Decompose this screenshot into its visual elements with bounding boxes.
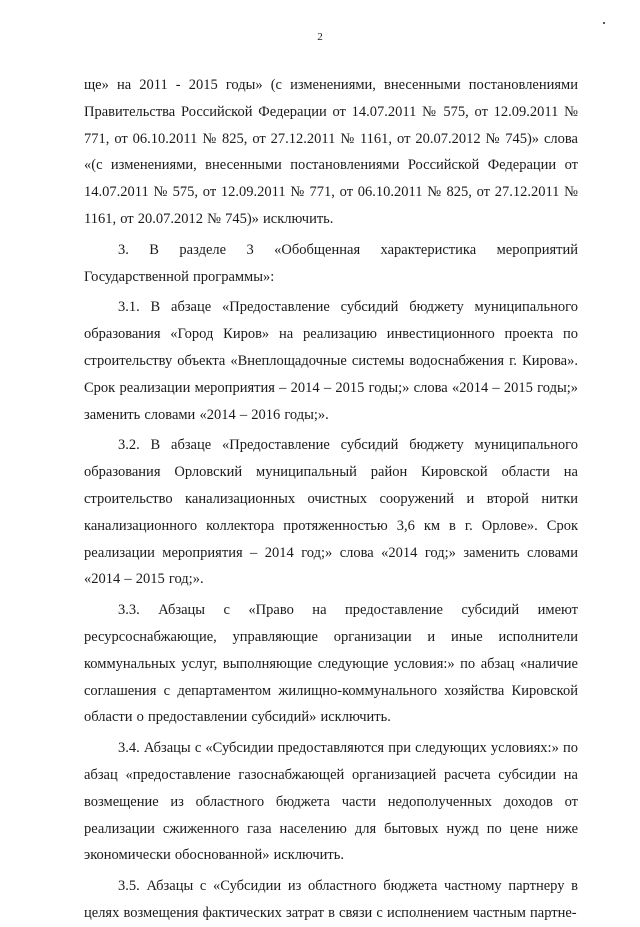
paragraph-continuation: ще» на 2011 - 2015 годы» (с изменениями, внесенными постановлениями Правительства Российской Федерации от 14.07.2011 № 575, от 12.09.2011 № 771, от 06.10.2011 № 825, от 27.12.2011 № 1161, от 20.07.2012 № 745)» слова «(с изменениями, внесенными постановлениями Российской Федерации от 14.07.2011 № 575, от 12.09.2011 № 771, от 06.10.2011 № 825, от 27.12.2011 № 1161, от 20.07.2012 № 745)» исключить. bbox=[84, 77, 578, 227]
paragraph-3-3: 3.3. Абзацы с «Право на предоставление субсидий имеют ресурсоснабжающие, управляющие организации и иные исполнители коммунальных услуг, выполняющие следующие условия:» по абзац «наличие соглашения с департаментом жилищно-коммунального хозяйства Кировской области о предоставлении субсидий» исключить. bbox=[84, 602, 578, 726]
paragraph-3-4: 3.4. Абзацы с «Субсидии предоставляются при следующих условиях:» по абзац «предоставление газоснабжающей организацией расчета субсидии на возмещение из областного бюджета части недополученных доходов от реализации сжиженного газа населению для бытовых нужд по цене ниже экономически обоснованной» исключить. bbox=[84, 740, 578, 864]
paragraph-3-5: 3.5. Абзацы с «Субсидии из областного бюджета частному партнеру в целях возмещения фактических затрат в связи с исполнением частным партне- bbox=[84, 878, 578, 921]
paragraph-3-2: 3.2. В абзаце «Предоставление субсидий бюджету муниципального образования Орловский муниципальный район Кировской области на строительство канализационных очистных сооружений и второй нитки канализационного коллектора протяженностью 3,6 км в г. Орлове». Срок реализации мероприятия – 2014 год;» слова «2014 год;» заменить словами «2014 – 2015 год;». bbox=[84, 437, 578, 588]
paragraph-section-3: 3. В разделе 3 «Обобщенная характеристика мероприятий Государственной программы»: bbox=[84, 241, 578, 285]
paragraph-3-1: 3.1. В абзаце «Предоставление субсидий бюджету муниципального образования «Город Киров» на реализацию инвестиционного проекта по строительству объекта «Внеплощадочные системы водоснабжения г. Кирова». Срок реализации мероприятия – 2014 – 2015 годы;» слова «2014 – 2015 годы;» заменить словами «2014 – 2016 годы;». bbox=[84, 299, 578, 423]
page-number: 2 bbox=[317, 31, 323, 43]
document-body bbox=[84, 72, 578, 927]
scan-speck bbox=[603, 22, 605, 24]
